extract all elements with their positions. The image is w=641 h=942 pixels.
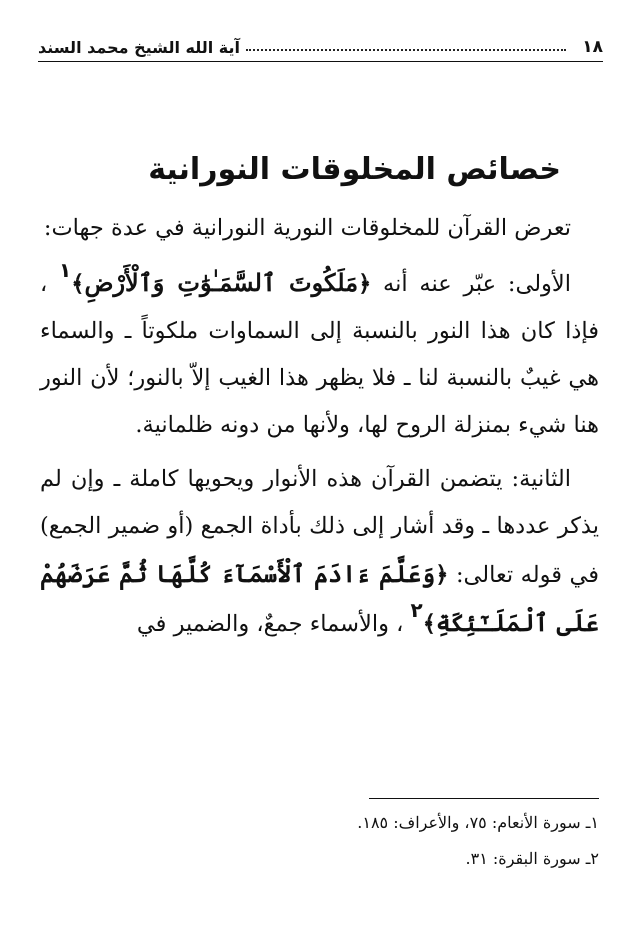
paragraph-second: [40, 456, 599, 648]
quran-quote: وَعَلَّمَ ءَادَمَ ٱلْأَسْمَآءَ كُلَّهَا ثُمَّ عَرَضَهُمْ عَلَى ٱلْمَلَـٰٓئِكَةِ: [40, 559, 599, 637]
quran-open-bracket: ﴿: [358, 271, 372, 297]
footnote-number: ٢: [590, 849, 599, 868]
quran-close-bracket: ﴾: [71, 271, 85, 297]
book-title: آية الله الشيخ محمد السند: [38, 38, 240, 57]
footnote: [40, 848, 599, 870]
footnote-separator: [369, 798, 599, 799]
paragraph-second-lead: الثانية: يتضمن القرآن هذه الأنوار ويحويها كاملة ـ وإن لم يذكر عددها ـ وقد أشار إلى ذلك بأداة الجمع (أو ضمير الجمع) في قوله تعالى:: [40, 466, 599, 588]
footnote: [40, 812, 599, 834]
footnote-text: ـ سورة الأنعام: ٧٥، والأعراف: ١٨٥.: [357, 813, 591, 832]
paragraph-intro: تعرض القرآن للمخلوقات النورية النورانية في عدة جهات:: [43, 215, 571, 241]
page-number: ١٨: [582, 37, 603, 57]
footnotes: [40, 812, 599, 884]
paragraph-first-tail: ، فإذا كان هذا النور بالنسبة إلى السماوات ملكوتاً ـ والسماء هي غيبٌ بالنسبة لنا ـ فلا يظهر هذا الغيب إلاّ بالنور؛ لأن النور هنا شيء بمنزلة الروح لها، ولأنها من دونه ظلمانية.: [40, 271, 599, 438]
quran-open-bracket: ﴿: [435, 562, 449, 588]
header-dot-leader: [246, 49, 566, 51]
footnote-ref: ١: [59, 258, 72, 282]
body-text: [40, 205, 599, 655]
running-header: [38, 30, 603, 62]
section-title: خصائص المخلوقات النورانية: [148, 152, 561, 187]
footnote-ref: ٢: [410, 598, 423, 622]
footnote-text: ـ سورة البقرة: ٣١.: [465, 849, 591, 868]
paragraph-first-lead: الأولى: عبّر عنه أنه: [371, 271, 572, 297]
paragraph-first: [40, 259, 599, 449]
quran-quote: مَلَكُوتَ ٱلسَّمَـٰوَٰتِ وَٱلْأَرْضِ: [84, 268, 359, 297]
footnote-number: ١: [590, 813, 599, 832]
quran-close-bracket: ﴾: [422, 611, 436, 637]
paragraph-second-tail: ، والأسماء جمعٌ، والضمير في: [136, 611, 411, 637]
